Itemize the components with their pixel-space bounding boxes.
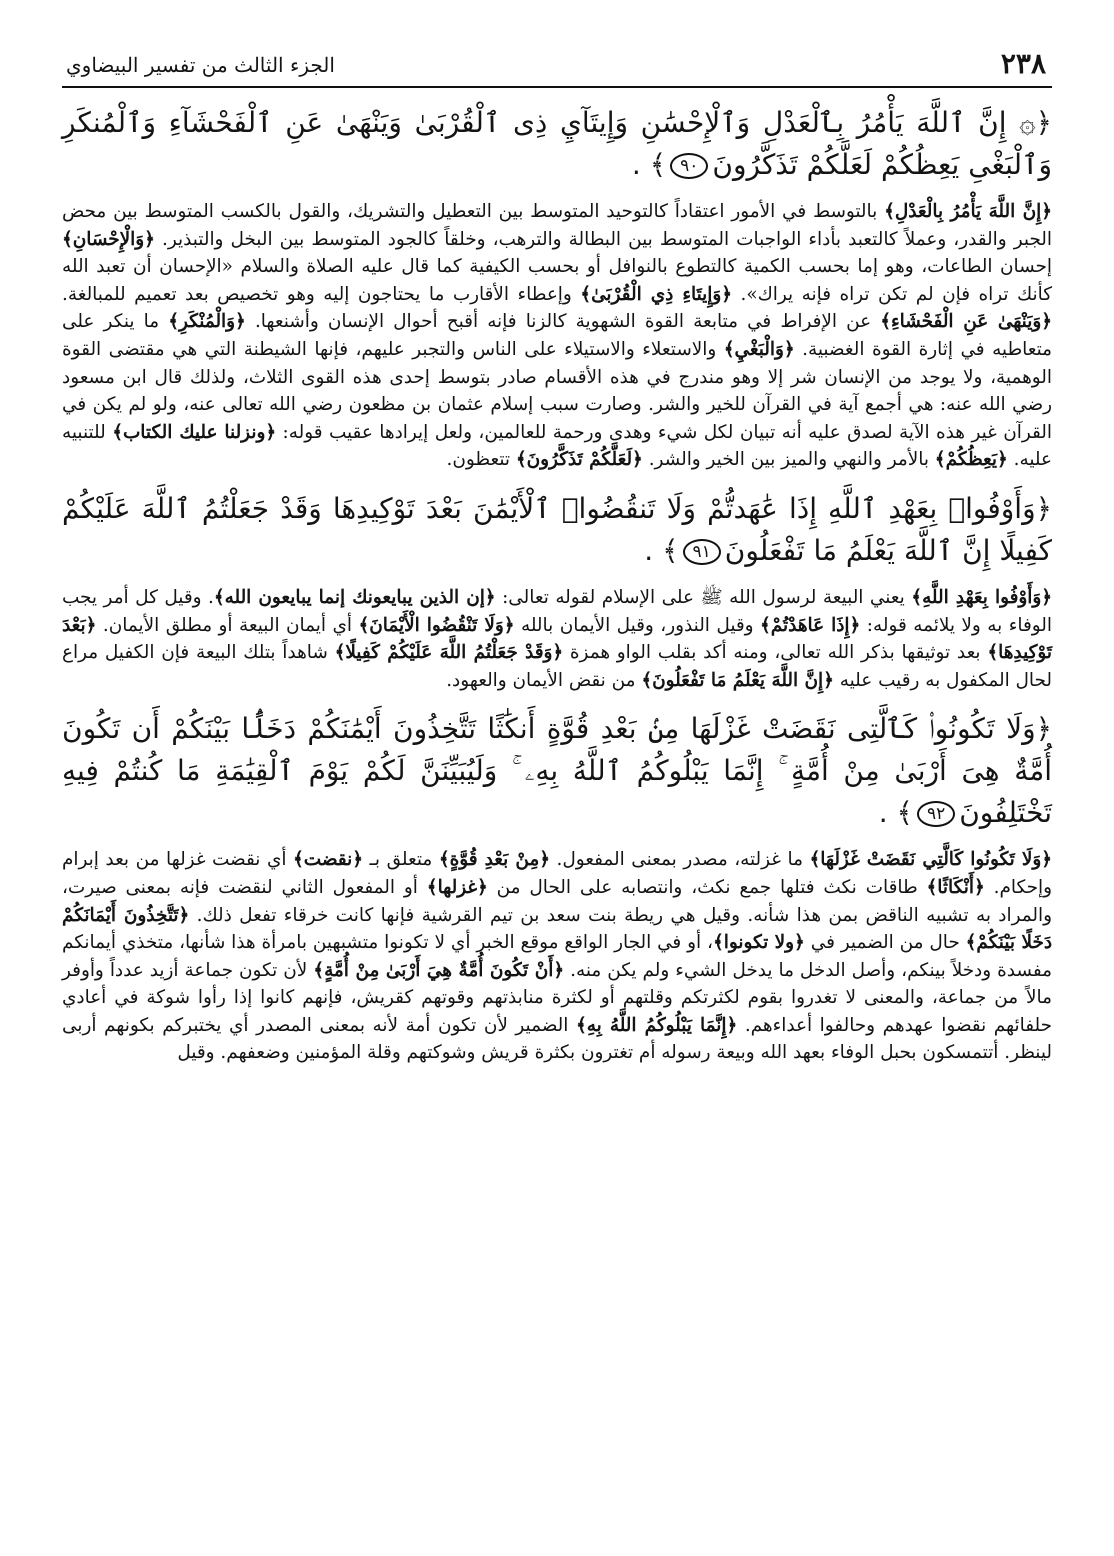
quoted-phrase: ﴿إِنَّ اللَّهَ يَعْلَمُ مَا تَفْعَلُونَ﴾ <box>641 669 834 691</box>
quoted-phrase: ﴿نقضت﴾ <box>293 849 363 871</box>
commentary-text: الضمير لأن تكون أمة لأنه بمعنى المصدر أي يختبركم بكونهم أربى لينظر. أتتمسكون بحبل الوفاء بعهد الله وبيعة رسوله أم تغترون بكثرة قريش وشوكتهم وقلة المؤمنين وضعفهم. وقيل <box>62 1014 1052 1064</box>
quoted-phrase: ﴿وَإِيتَاءِ ذِي الْقُرْبَىٰ﴾ <box>580 283 733 305</box>
verse-close-bracket: ﴾ <box>649 148 667 181</box>
verse-open-bracket: ﴿ <box>1035 491 1052 525</box>
verse-end-mark: . <box>631 148 641 181</box>
verse-close-bracket: ﴾ <box>896 796 913 830</box>
verse-92 <box>62 708 1052 834</box>
verse-number: ٩٠ <box>670 153 708 179</box>
quoted-phrase: ﴿أَنْ تَكُونَ أُمَّةٌ هِيَ أَرْبَىٰ مِنْ أُمَّةٍ﴾ <box>313 959 565 981</box>
quoted-phrase: ﴿مِنْ بَعْدِ قُوَّةٍ﴾ <box>438 849 550 871</box>
commentary-text: شاهداً بتلك البيعة فإن الكفيل مراع لحال المكفول به رقيب عليه <box>62 642 1052 691</box>
quoted-phrase: ﴿وَالْبَغْيِ﴾ <box>723 338 795 360</box>
quoted-phrase: ﴿وَالْإِحْسَانِ﴾ <box>62 228 155 250</box>
commentary-text: بالأمر والنهي والميز بين الخير والشر. <box>642 449 935 471</box>
verse-number: ٩٢ <box>917 801 955 827</box>
hizb-marker-icon: ۞ <box>1019 106 1036 139</box>
quoted-phrase: ﴿وَلَا تَنْقُضُوا الْأَيْمَانَ﴾ <box>358 614 515 636</box>
quoted-phrase: ﴿بَعْدَ تَوْكِيدِهَا﴾ <box>62 614 1052 664</box>
commentary-92 <box>62 846 1052 1067</box>
quoted-phrase: ﴿ولا تكونوا﴾ <box>712 932 805 954</box>
verse-open-bracket: ﴿ <box>1035 712 1052 746</box>
commentary-text: أي نقضت غزلها من بعد إبرام وإحكام. <box>62 849 1052 898</box>
verse-end-mark: . <box>878 796 888 830</box>
verse-close-bracket: ﴾ <box>662 533 679 567</box>
commentary-text: تتعظون. <box>446 449 516 471</box>
quoted-phrase: ﴿وَقَدْ جَعَلْتُمُ اللَّهَ عَلَيْكُمْ كَفِيلًا﴾ <box>334 642 564 664</box>
verse-text: وَلَا تَكُونُوا۟ كَٱلَّتِى نَقَضَتْ غَزْلَهَا مِنۢ بَعْدِ قُوَّةٍ أَنكَٰثًا تَتَّخِذُونَ أَيْمَٰنَكُمْ دَخَلًۢا بَيْنَكُمْ أَن تَكُونَ أُمَّةٌ هِىَ أَرْبَىٰ مِنْ أُمَّةٍ ۚ إِنَّمَا يَبْلُوكُمُ ٱللَّهُ بِهِۦ ۚ وَلَيُبَيِّنَنَّ لَكُمْ يَوْمَ ٱلْقِيَٰمَةِ مَا كُنتُمْ فِيهِ تَخْتَلِفُونَ <box>62 712 1052 830</box>
quoted-phrase: ﴿وَأَوْفُوا بِعَهْدِ اللَّهِ﴾ <box>911 586 1053 608</box>
commentary-text: من نقض الأيمان والعهود. <box>446 669 642 691</box>
quoted-phrase: ﴿إن الذين يبايعونك إنما يبايعون الله﴾ <box>213 586 496 608</box>
commentary-text: عن الإفراط في متابعة القوة الشهوية كالزنا فإنه أقبح أحوال الإنسان وأشنعها. <box>245 311 881 333</box>
verse-91 <box>62 488 1052 572</box>
quoted-phrase: ﴿إِنَّ اللَّهَ يَأْمُرُ بِالْعَدْلِ﴾ <box>884 201 1053 222</box>
commentary-text: للتنبيه عليه. <box>62 421 1052 471</box>
running-header <box>62 44 1052 88</box>
verse-end-mark: . <box>644 533 654 567</box>
commentary-text: لأن تكون جماعة أزيد عدداً وأوفر مالاً من جماعة، والمعنى لا تغدروا بقوم لكثرتكم وقلتهم أو لكثرة منابذتهم وقوتهم كقريش، فإنهم كانوا إذا رأوا شوكة في أعادي حلفائهم نقضوا عهدهم وحالفوا أعداءهم. <box>62 959 1052 1036</box>
commentary-text: وقيل النذور، وقيل الأيمان بالله <box>514 614 761 636</box>
verse-text: إِنَّ ٱللَّهَ يَأْمُرُ بِٱلْعَدْلِ وَٱلْإِحْسَٰنِ وَإِيتَآيِ ذِى ٱلْقُرْبَىٰ وَيَنْهَىٰ عَنِ ٱلْفَحْشَآءِ وَٱلْمُنكَرِ وَٱلْبَغْىِ يَعِظُكُمْ لَعَلَّكُمْ تَذَكَّرُونَ <box>62 106 1052 181</box>
quoted-phrase: ﴿إِذَا عَاهَدْتُمْ﴾ <box>760 614 861 636</box>
quoted-phrase: ﴿وَالْمُنْكَرِ﴾ <box>168 311 246 333</box>
commentary-text: إحسان الطاعات، وهو إما بحسب الكمية كالتطوع بالنوافل أو بحسب الكيفية كما قال عليه الصلاة والسلام «الإحسان أن تعبد الله كأنك تراه فإن لم تكن تراه فإنه يراك». <box>62 256 1052 305</box>
commentary-text: والاستعلاء والاستيلاء على الناس والتجبر عليهم، فإنها الشيطنة التي هي مقتضى القوة الوهمية، ولا يوجد من الإنسان شر إلا وهو مندرج في هذه الأقسام صادر بتوسط إحدى هذه القوى الثلاث، ولذلك قال ابن مسعود رضي الله عنه: هي أجمع آية في القرآن للخير والشر. وصارت سبب إسلام عثمان بن مظعون رضي الله تعالى عنه، ولو لم يكن في القرآن غير هذه الآية لصدق عليه أنه تبيان لكل شيء وهدى ورحمة للعالمين، ولعل إيرادها عقيب قوله: <box>62 338 1052 443</box>
commentary-text: أي أيمان البيعة أو مطلق الأيمان. <box>96 614 359 636</box>
verse-90 <box>62 102 1052 186</box>
commentary-text: أو المفعول الثاني لنقضت فإنه بمعنى صيرت، والمراد به تشبيه الناقض بمن هذا شأنه. وقيل هي ريطة بنت سعد بن تيم القرشية فإنها كانت خرقاء تفعل ذلك. <box>62 876 1052 926</box>
commentary-text: طاقات نكث فتلها جمع نكث، وانتصابه على الحال من <box>487 876 927 898</box>
quoted-phrase: ﴿إِنَّمَا يَبْلُوكُمُ اللَّهُ بِهِ﴾ <box>575 1014 738 1036</box>
commentary-text: . وقيل كل أمر يجب الوفاء به ولا يلائمه قوله: <box>62 586 1052 636</box>
quoted-phrase: ﴿تَتَّخِذُونَ أَيْمَانَكُمْ دَخَلًا بَيْنَكُمْ﴾ <box>62 904 1053 954</box>
commentary-text: بالتوسط في الأمور اعتقاداً كالتوحيد المتوسط بين التعطيل والتشريك، والقول بالكسب المتوسط بين محض الجبر والقدر، وعملاً كالتعبد بأداء الواجبات المتوسط بين البطالة والترهب، وخلقاً كالجود المتوسط بين البخل والتبذير. <box>62 201 1052 250</box>
commentary-text: وإعطاء الأقارب ما يحتاجون إليه وهو تخصيص بعد تعميم للمبالغة. <box>62 283 581 305</box>
quoted-phrase: ﴿أَنْكَاثًا﴾ <box>926 876 985 898</box>
verse-text: وَأَوْفُوا۟ بِعَهْدِ ٱللَّهِ إِذَا عَٰهَدتُّمْ وَلَا تَنقُضُوا۟ ٱلْأَيْمَٰنَ بَعْدَ تَوْكِيدِهَا وَقَدْ جَعَلْتُمُ ٱللَّهَ عَلَيْكُمْ كَفِيلًا إِنَّ ٱللَّهَ يَعْلَمُ مَا تَفْعَلُونَ <box>62 491 1052 567</box>
page-number: ٢٣٨ <box>1000 47 1046 80</box>
quoted-phrase: ﴿يَعِظُكُمْ﴾ <box>934 449 1008 471</box>
quoted-phrase: ﴿وَيَنْهَىٰ عَنِ الْفَحْشَاءِ﴾ <box>880 311 1053 333</box>
quoted-phrase: ﴿وَلَا تَكُونُوا كَالَّتِي نَقَضَتْ غَزْلَهَا﴾ <box>809 849 1052 871</box>
verse-number: ٩١ <box>683 539 721 565</box>
commentary-91 <box>62 584 1052 694</box>
commentary-text: ، أو في الجار الواقع موقع الخبر أي لا تكونوا متشبهين بامرأة هذا شأنها، متخذي أيمانكم مفسدة ودخلاً بينكم، وأصل الدخل ما يدخل الشيء ولم يكن منه. <box>62 932 1052 981</box>
verse-open-bracket: ﴿ <box>1035 106 1052 139</box>
quoted-phrase: ﴿لَعَلَّكُمْ تَذَكَّرُونَ﴾ <box>515 449 643 471</box>
commentary-text: ما غزلته، مصدر بمعنى المفعول. <box>549 849 810 871</box>
commentary-text: حال من الضمير في <box>804 932 966 954</box>
quoted-phrase: ﴿ونزلنا عليك الكتاب﴾ <box>112 421 277 443</box>
commentary-text: يعني البيعة لرسول الله ﷺ على الإسلام لقوله تعالى: <box>495 586 912 608</box>
commentary-text: متعلق بـ <box>362 849 439 871</box>
quoted-phrase: ﴿غزلها﴾ <box>426 876 488 898</box>
commentary-text: بعد توثيقها بذكر الله تعالى، ومنه أكد بقلب الواو همزة <box>563 642 988 664</box>
commentary-90 <box>62 198 1052 474</box>
book-title: الجزء الثالث من تفسير البيضاوي <box>66 53 335 77</box>
commentary-text: ما ينكر على متعاطيه في إثارة القوة الغضبية. <box>62 311 1052 360</box>
book-page <box>62 44 1052 1514</box>
